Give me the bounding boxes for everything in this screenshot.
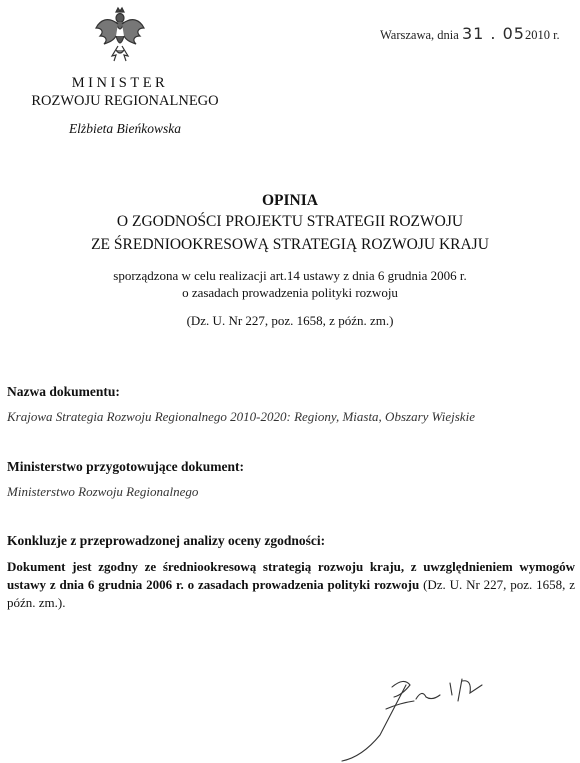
title-line-1: O ZGODNOŚCI PROJEKTU STRATEGII ROZWOJU: [116, 213, 464, 230]
minister-heading: MINISTER: [71, 75, 169, 91]
date-handwritten: 31 . 05: [461, 24, 525, 43]
conclusion-bold: Dokument jest zgodny ze średniookresową strategią rozwoju kraju, z uwzględnieniem wymogów ustawy z dnia 6 grudnia 2006 r. o zasadach prowadzenia polityki rozwoju: [7, 559, 575, 592]
ministry-heading: ROZWOJU REGIONALNEGO: [31, 93, 219, 109]
polish-eagle-emblem-icon: [94, 6, 146, 64]
date-suffix: 2010 r.: [524, 28, 560, 42]
legal-reference: (Dz. U. Nr 227, poz. 1658, z późn. zm.): [186, 313, 394, 328]
title-line-2: ZE ŚREDNIOOKRESOWĄ STRATEGIĄ ROZWOJU KRAJU: [91, 236, 489, 253]
minister-name: Elżbieta Bieńkowska: [68, 121, 182, 136]
document-name-value: Krajowa Strategia Rozwoju Regionalnego 2010-2020: Regiony, Miasta, Obszary Wiejskie: [7, 409, 475, 424]
subtitle-line-2: o zasadach prowadzenia polityki rozwoju: [182, 285, 398, 300]
preparing-ministry-value: Ministerstwo Rozwoju Regionalnego: [7, 484, 199, 499]
conclusion-reference: (Dz. U. Nr 227, poz. 1658, z późn. zm.).: [7, 577, 575, 610]
document-date: [380, 24, 560, 43]
subtitle-line-1: sporządzona w celu realizacji art.14 ustawy z dnia 6 grudnia 2006 r.: [113, 268, 467, 283]
preparing-ministry-label: Ministerstwo przygotowujące dokument:: [7, 459, 244, 474]
conclusion-text: [7, 558, 575, 612]
opinion-title: OPINIA: [262, 192, 318, 209]
date-prefix: Warszawa, dnia: [380, 28, 459, 42]
conclusions-label: Konkluzje z przeprowadzonej analizy oceny zgodności:: [7, 533, 326, 548]
handwritten-signature-icon: [322, 665, 502, 763]
document-name-label: Nazwa dokumentu:: [7, 384, 120, 399]
